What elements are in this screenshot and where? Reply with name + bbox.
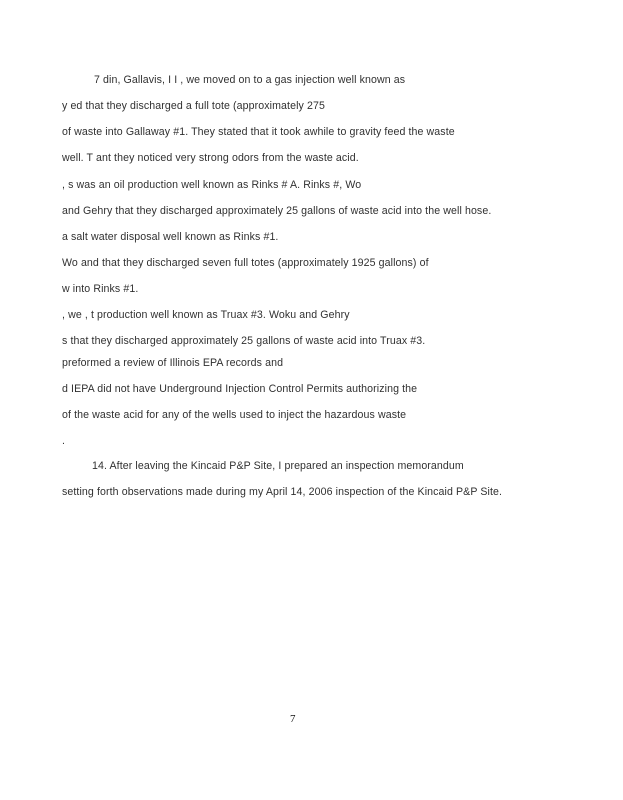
text-line-5: , s was an oil production well known as Rinks # A. Rinks #, Wo (62, 179, 362, 191)
text-line-8: Wo and that they discharged seven full totes (approximately 1925 gallons) of (62, 257, 429, 269)
text-line-7: a salt water disposal well known as Rinks #1. (62, 231, 279, 243)
page-number: 7 (290, 713, 296, 725)
text-line-9: w into Rinks #1. (62, 283, 139, 295)
text-line-1: 7 din, Gallavis, I I , we moved on to a gas injection well known as (94, 74, 406, 86)
text-line-3: of waste into Gallaway #1. They stated that it took awhile to gravity feed the waste (62, 126, 455, 138)
text-line-15: . (62, 435, 66, 447)
text-line-2: y ed that they discharged a full tote (approximately 275 (62, 100, 325, 112)
text-line-17: setting forth observations made during my April 14, 2006 inspection of the Kincaid P&P Site. (62, 486, 503, 498)
text-line-11: s that they discharged approximately 25 gallons of waste acid into Truax #3. (62, 335, 426, 347)
text-line-6: and Gehry that they discharged approximately 25 gallons of waste acid into the well hose. (62, 205, 492, 217)
text-line-4: well. T ant they noticed very strong odors from the waste acid. (62, 152, 359, 164)
text-line-10: , we , t production well known as Truax #3. Woku and Gehry (62, 309, 350, 321)
text-line-14: of the waste acid for any of the wells used to inject the hazardous waste (62, 409, 407, 421)
text-line-16: 14. After leaving the Kincaid P&P Site, I prepared an inspection memorandum (92, 460, 464, 472)
text-line-13: d IEPA did not have Underground Injection Control Permits authorizing the (62, 383, 418, 395)
text-line-12: preformed a review of Illinois EPA records and (62, 357, 284, 369)
